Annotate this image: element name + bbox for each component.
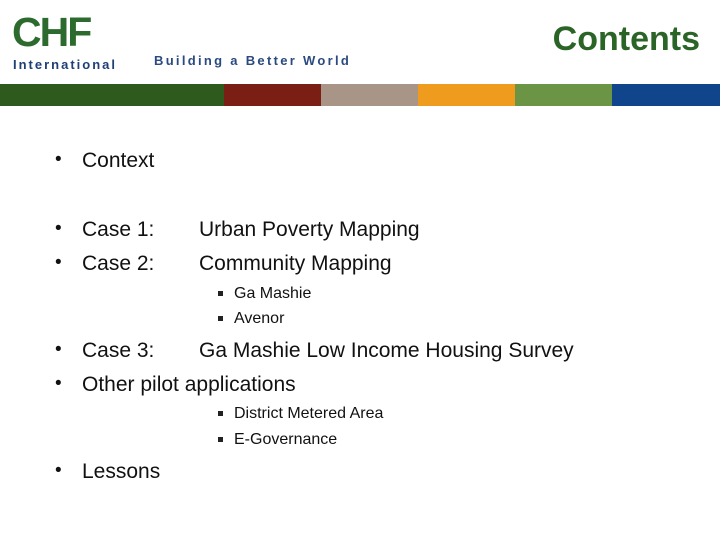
sub-bullet bbox=[218, 291, 223, 296]
case2-sub-item: Avenor bbox=[234, 310, 285, 327]
case1-label: Case 1: bbox=[82, 218, 155, 241]
bullet: • bbox=[55, 460, 62, 481]
item-other: Other pilot applications bbox=[82, 373, 296, 396]
case2-label: Case 2: bbox=[82, 252, 155, 275]
bullet: • bbox=[55, 252, 62, 273]
item-context: Context bbox=[82, 149, 155, 172]
case3-label: Case 3: bbox=[82, 339, 155, 362]
sub-bullet bbox=[218, 316, 223, 321]
bullet: • bbox=[55, 218, 62, 239]
other-sub-item: E-Governance bbox=[234, 431, 338, 448]
page-title: Contents bbox=[552, 20, 700, 58]
logo-mark: CHF bbox=[12, 9, 91, 55]
sub-bullet bbox=[218, 437, 223, 442]
bullet: • bbox=[55, 373, 62, 394]
sub-bullet bbox=[218, 411, 223, 416]
other-sub-item: District Metered Area bbox=[234, 405, 384, 422]
logo-subtitle: International bbox=[13, 57, 118, 72]
case2-sub-item: Ga Mashie bbox=[234, 285, 312, 302]
bullet: • bbox=[55, 149, 62, 170]
tagline: Building a Better World bbox=[154, 53, 352, 68]
item-lessons: Lessons bbox=[82, 460, 161, 483]
case3-text: Ga Mashie Low Income Housing Survey bbox=[199, 339, 574, 362]
case1-text: Urban Poverty Mapping bbox=[199, 218, 420, 241]
bullet: • bbox=[55, 339, 62, 360]
case2-text: Community Mapping bbox=[199, 252, 392, 275]
